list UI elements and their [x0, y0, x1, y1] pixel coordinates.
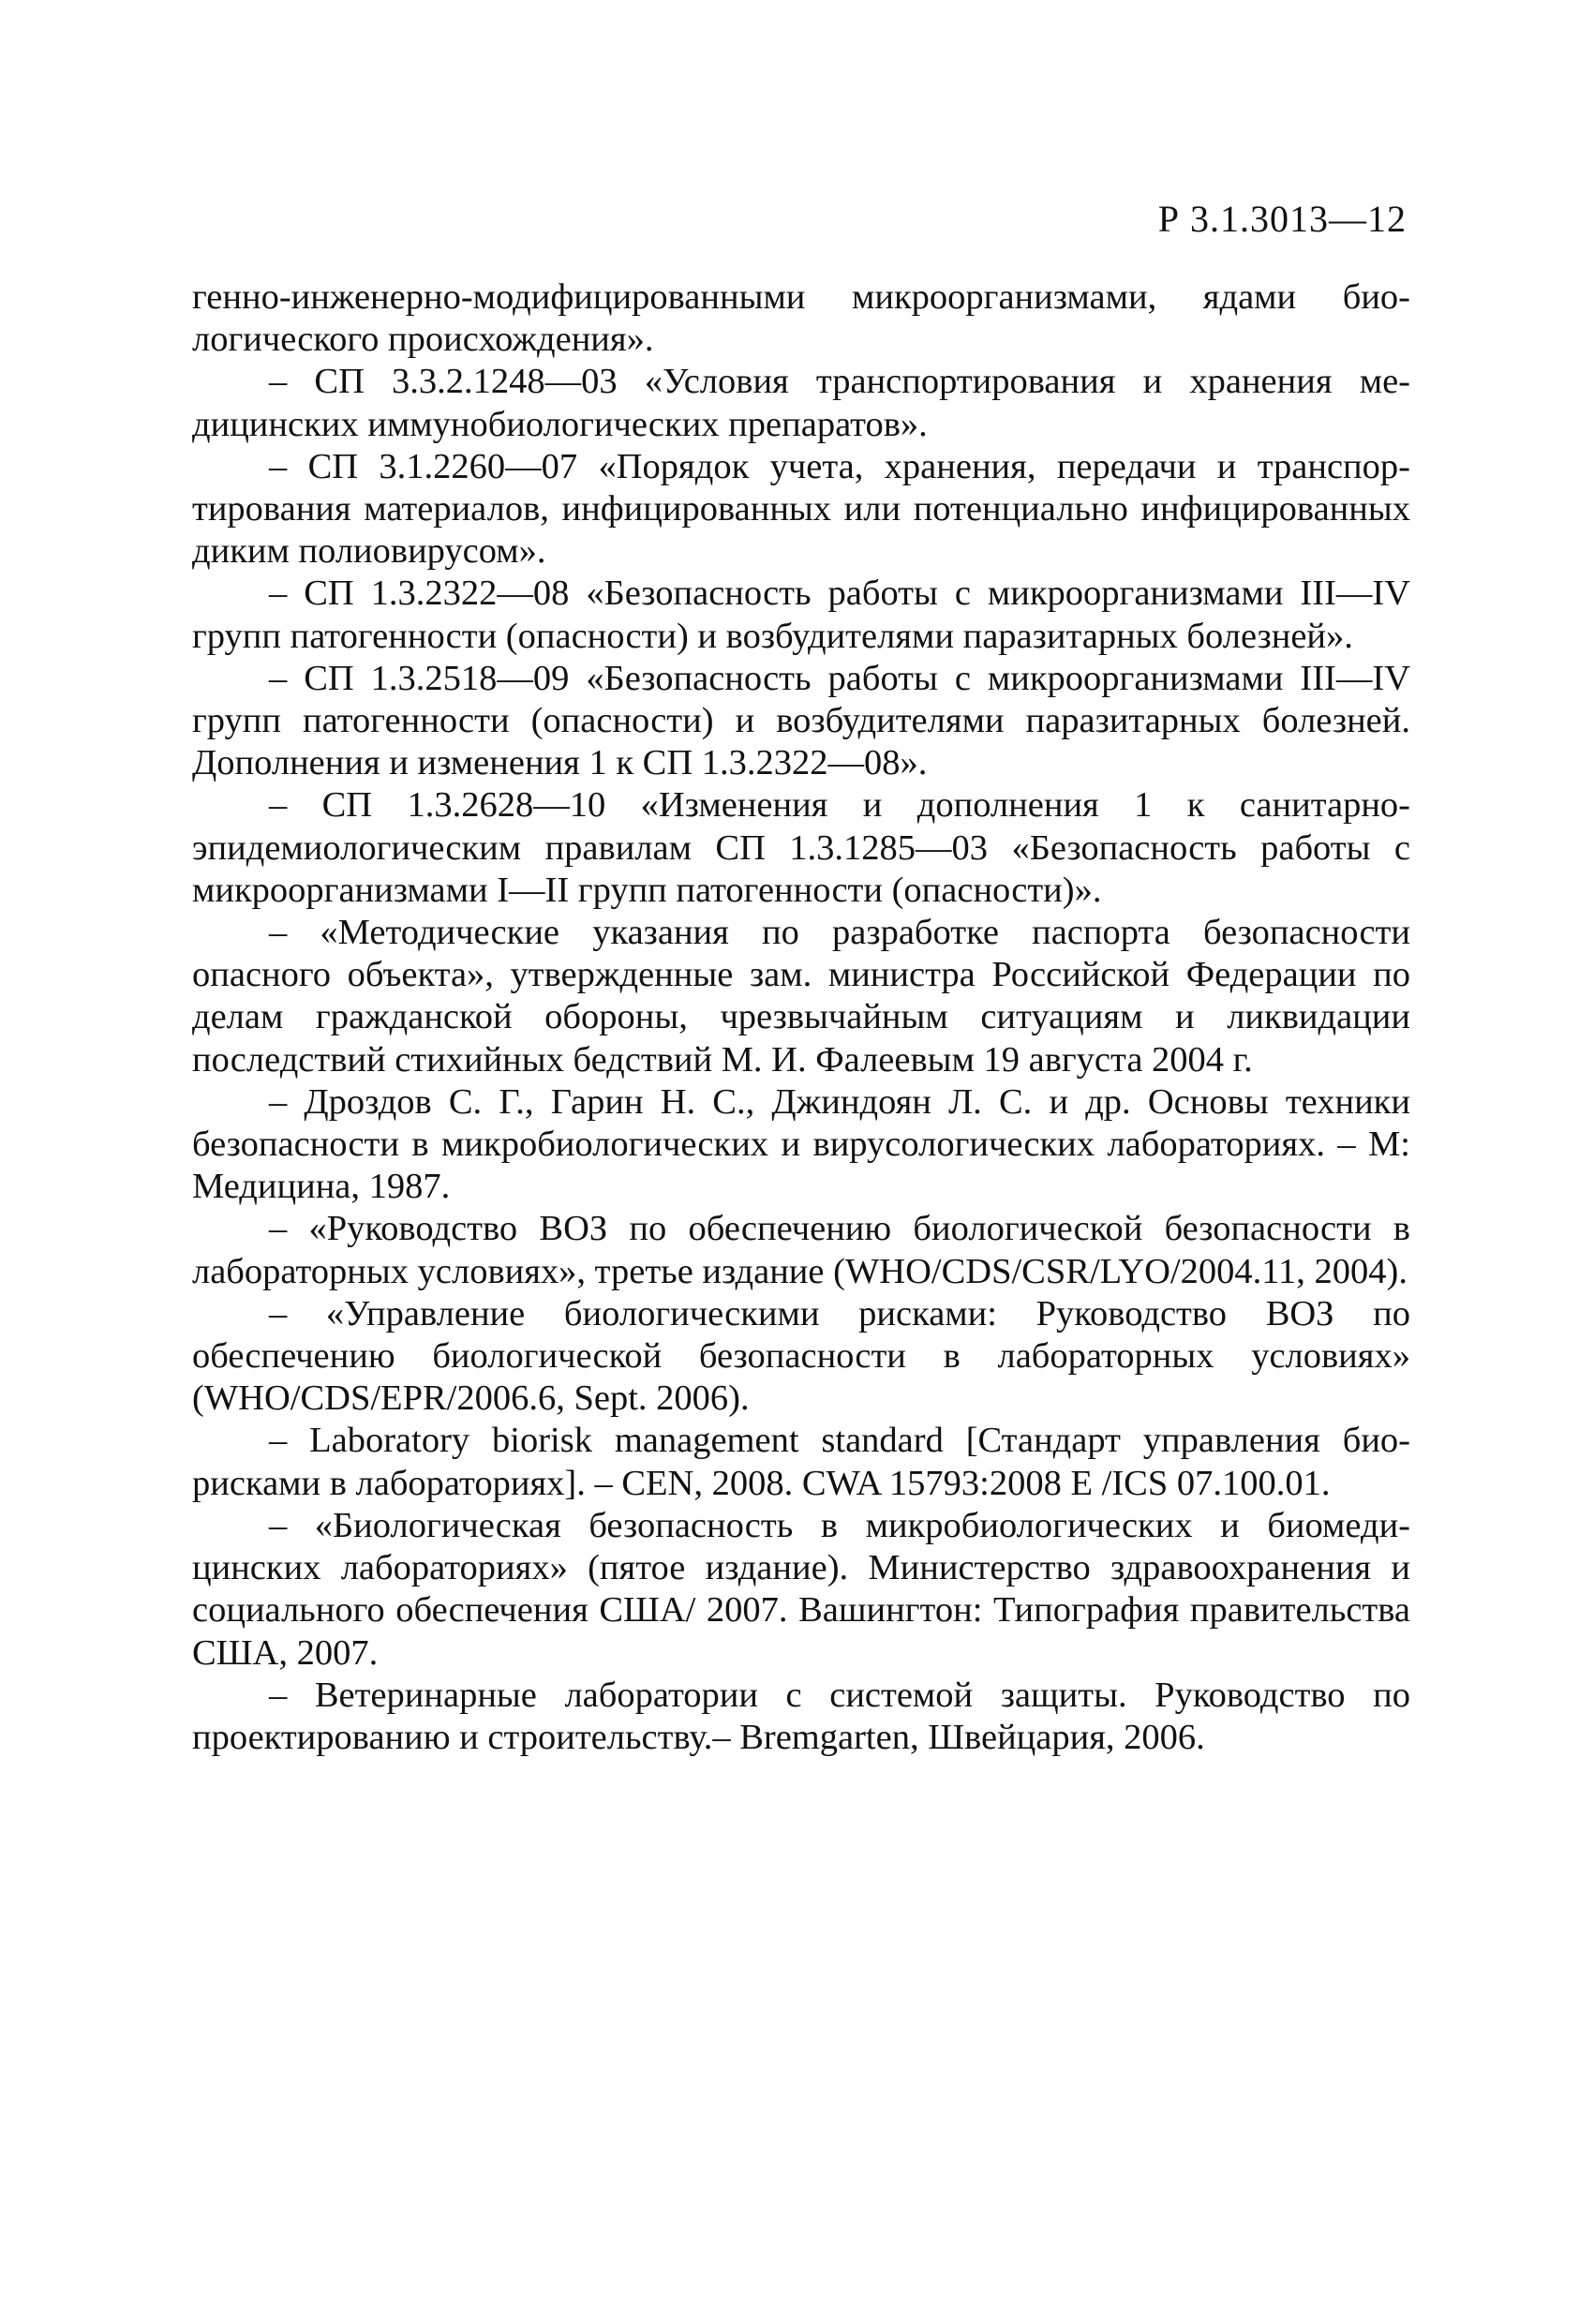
reference-item: – «Руководство ВОЗ по обеспечению биологической безопасности в лабораторных условиях», третье издание (WHO/CDS/CSR/LYO/2004.11, 2004).	[192, 1209, 1410, 1291]
reference-item: – СП 1.3.2518—09 «Безопасность работы с микроорганизмами III—IV групп патогенности (опасности) и возбудителями паразитарных болезней. Дополнения и изменения 1 к СП 1.3.2322—08».	[192, 658, 1410, 783]
reference-item: – СП 1.3.2322—08 «Безопасность работы с микроорганизмами III—IV групп патогенности (опасности) и возбудителями паразитарных болезней».	[192, 574, 1410, 656]
reference-item: – Ветеринарные лаборатории с системой защиты. Руководство по проектированию и строительству.– Bremgarten, Швейцария, 2006.	[192, 1675, 1410, 1757]
reference-item: – СП 3.1.2260—07 «Порядок учета, хранения, передачи и транспортирования материалов, инфицированных или потенциально инфицированных диким полиовирусом».	[192, 446, 1410, 572]
reference-item: – СП 3.3.2.1248—03 «Условия транспортирования и хранения медицинских иммунобиологических препаратов».	[192, 362, 1410, 444]
document-code: Р 3.1.3013—12	[1157, 198, 1407, 240]
reference-list	[192, 276, 1410, 1759]
reference-item: – «Биологическая безопасность в микробиологических и биомедицинских лабораториях» (пятое издание). Министерство здравоохранения и социального обеспечения США/ 2007. Вашингтон: Типография правительства США, 2007.	[192, 1505, 1410, 1673]
reference-item: – «Управление биологическими рисками: Руководство ВОЗ по обеспечению биологической безопасности в лабораторных условиях» (WHO/CDS/EPR/2006.6, Sept. 2006).	[192, 1293, 1410, 1419]
paragraph-continuation: генно-инженерно-модифицированными микроорганизмами, ядами биологического происхождения».	[192, 277, 1410, 360]
reference-item: – Дроздов С. Г., Гарин Н. С., Джиндоян Л. С. и др. Основы техники безопасности в микробиологических и вирусологических лабораториях. – М: Медицина, 1987.	[192, 1081, 1410, 1207]
reference-item: – СП 1.3.2628—10 «Изменения и дополнения 1 к санитарно-эпидемиологическим правилам СП 1.3.1285—03 «Безопасность работы с микроорганизмами I—II групп патогенности (опасности)».	[192, 785, 1410, 910]
reference-item: – «Методические указания по разработке паспорта безопасности опасного объекта», утвержденные зам. министра Российской Федерации по делам гражданской обороны, чрезвычайным ситуациям и ликвидации последствий стихийных бедствий М. И. Фалеевым 19 августа 2004 г.	[192, 913, 1410, 1080]
reference-item: – Laboratory biorisk management standard [Стандарт управления биорисками в лабораториях]. – CEN, 2008. CWA 15793:2008 E /ICS 07.100.01.	[192, 1421, 1410, 1503]
